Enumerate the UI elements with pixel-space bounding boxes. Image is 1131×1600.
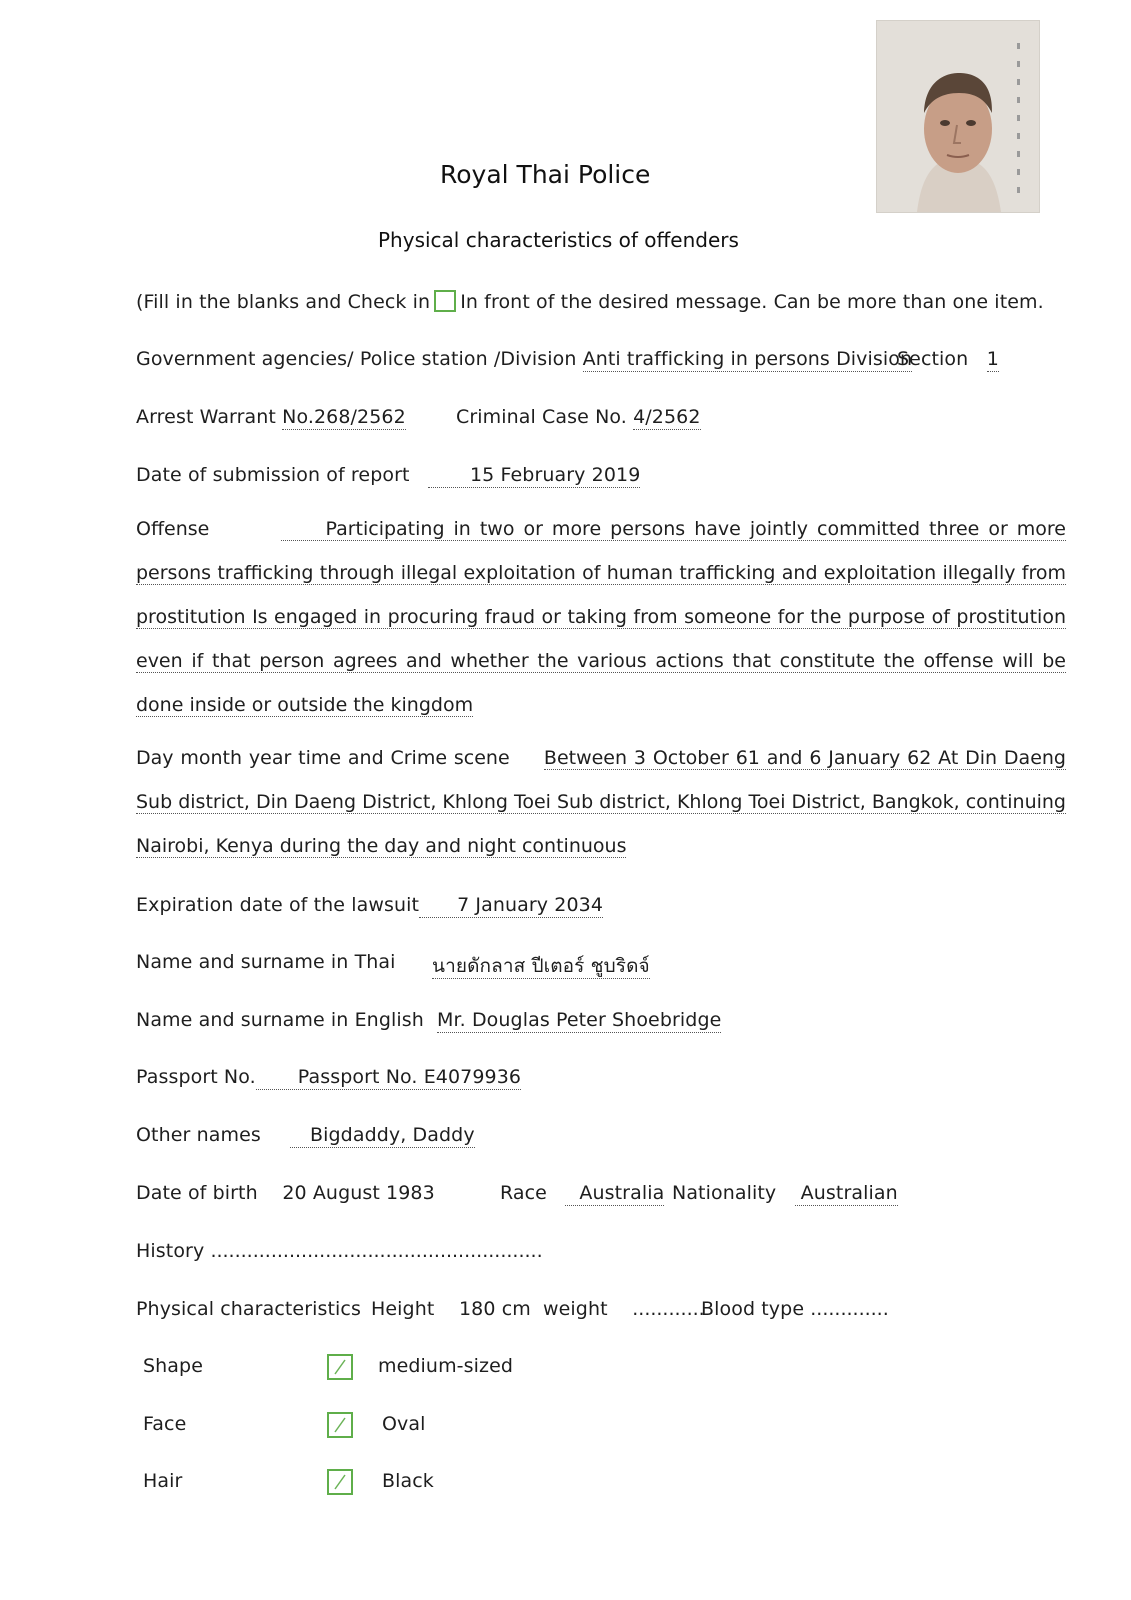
page-title: Royal Thai Police bbox=[440, 160, 651, 189]
instructions-after: In front of the desired message. Can be more than one item. bbox=[460, 291, 1044, 313]
crime-scene-paragraph bbox=[136, 736, 1066, 868]
case-row bbox=[456, 406, 701, 428]
page-subtitle: Physical characteristics of offenders bbox=[378, 228, 739, 252]
weight-blank: ............ bbox=[632, 1298, 705, 1320]
instructions-before: (Fill in the blanks and Check in bbox=[136, 291, 431, 313]
expiration-row bbox=[136, 894, 603, 916]
warrant-value: No.268/2562 bbox=[282, 406, 406, 428]
check-slash-icon bbox=[329, 1356, 351, 1378]
trait-label-hair: Hair bbox=[143, 1470, 183, 1492]
warrant-label: Arrest Warrant bbox=[136, 406, 276, 428]
instructions bbox=[136, 290, 1044, 313]
sample-checkbox bbox=[434, 290, 456, 312]
name-english-value-wrap bbox=[437, 1009, 721, 1031]
portrait-image bbox=[877, 21, 1039, 212]
expiration-label: Expiration date of the lawsuit bbox=[136, 894, 420, 916]
nationality-value: Australian bbox=[795, 1182, 898, 1206]
report-date-label: Date of submission of report bbox=[136, 464, 410, 486]
check-slash-icon bbox=[329, 1471, 351, 1493]
section-row bbox=[897, 348, 999, 370]
weight-label: weight bbox=[543, 1298, 608, 1320]
agency-row bbox=[136, 348, 912, 370]
history-blank: ....................................................... bbox=[210, 1240, 543, 1262]
passport-row bbox=[136, 1066, 521, 1088]
weight-row bbox=[543, 1298, 705, 1320]
passport-label: Passport No. bbox=[136, 1066, 256, 1088]
name-thai-label: Name and surname in Thai bbox=[136, 951, 396, 973]
history-label: History bbox=[136, 1240, 205, 1262]
birth-value: 20 August 1983 bbox=[282, 1182, 435, 1204]
other-names-value: Bigdaddy, Daddy bbox=[290, 1124, 475, 1148]
agency-label: Government agencies/ Police station /Division bbox=[136, 348, 577, 370]
race-row bbox=[500, 1182, 664, 1204]
name-thai-value: นายดักลาส ปีเตอร์ ชูบริดจ์ bbox=[432, 955, 650, 977]
crime-scene-value: Between 3 October 61 and 6 January 62 At Din Daeng Sub district, Din Daeng District, Khlong Toei Sub district, Khlong Toei District, Bangkok, continuing Nairobi, Kenya during the day and night continuous bbox=[136, 747, 1066, 857]
history-row bbox=[136, 1240, 543, 1262]
trait-label-face: Face bbox=[143, 1413, 187, 1435]
name-thai-value-wrap bbox=[432, 951, 650, 981]
birth-label: Date of birth bbox=[136, 1182, 258, 1204]
check-slash-icon bbox=[329, 1414, 351, 1436]
nationality-label: Nationality bbox=[672, 1182, 777, 1204]
report-date-row bbox=[136, 464, 640, 486]
case-value: 4/2562 bbox=[633, 406, 701, 428]
offense-value: Participating in two or more persons have jointly committed three or more persons trafficking through illegal exploitation of human trafficking and exploitation illegally from prostitution Is engaged in procuring fraud or taking from someone for the purpose of prostitution even if that person agrees and whether the various actions that constitute the offense will be done inside or outside the kingdom bbox=[136, 518, 1066, 716]
name-english-label: Name and surname in English bbox=[136, 1009, 424, 1031]
checkbox-face[interactable] bbox=[327, 1412, 353, 1438]
trait-value-hair: Black bbox=[382, 1470, 434, 1492]
offender-photo bbox=[876, 20, 1040, 213]
crime-scene-label: Day month year time and Crime scene bbox=[136, 747, 510, 769]
warrant-row bbox=[136, 406, 406, 428]
other-names-value-wrap bbox=[290, 1124, 475, 1146]
section-value: 1 bbox=[986, 348, 999, 370]
height-row bbox=[371, 1298, 531, 1320]
checkbox-hair[interactable] bbox=[327, 1469, 353, 1495]
passport-value: Passport No. E4079936 bbox=[256, 1066, 521, 1090]
blood-row bbox=[701, 1298, 889, 1320]
height-value: 180 cm bbox=[458, 1298, 531, 1320]
physical-label: Physical characteristics bbox=[136, 1298, 361, 1320]
offense-label: Offense bbox=[136, 518, 210, 540]
name-english-value: Mr. Douglas Peter Shoebridge bbox=[437, 1009, 722, 1031]
trait-value-shape: medium-sized bbox=[378, 1355, 514, 1377]
race-value: Australia bbox=[565, 1182, 664, 1206]
expiration-value: 7 January 2034 bbox=[419, 894, 603, 918]
agency-value: Anti trafficking in persons Division bbox=[582, 348, 913, 370]
race-label: Race bbox=[500, 1182, 547, 1204]
section-label: Section bbox=[897, 348, 969, 370]
blood-label: Blood type bbox=[701, 1298, 805, 1320]
trait-label-shape: Shape bbox=[143, 1355, 203, 1377]
other-names-label: Other names bbox=[136, 1124, 261, 1146]
offense-paragraph bbox=[136, 507, 1066, 727]
blood-blank: ............. bbox=[810, 1298, 889, 1320]
case-label: Criminal Case No. bbox=[456, 406, 627, 428]
trait-value-face: Oval bbox=[382, 1413, 426, 1435]
checkbox-shape[interactable] bbox=[327, 1354, 353, 1380]
report-date-value: 15 February 2019 bbox=[428, 464, 640, 488]
height-label: Height bbox=[371, 1298, 435, 1320]
nationality-row bbox=[672, 1182, 898, 1204]
birth-row bbox=[136, 1182, 435, 1204]
